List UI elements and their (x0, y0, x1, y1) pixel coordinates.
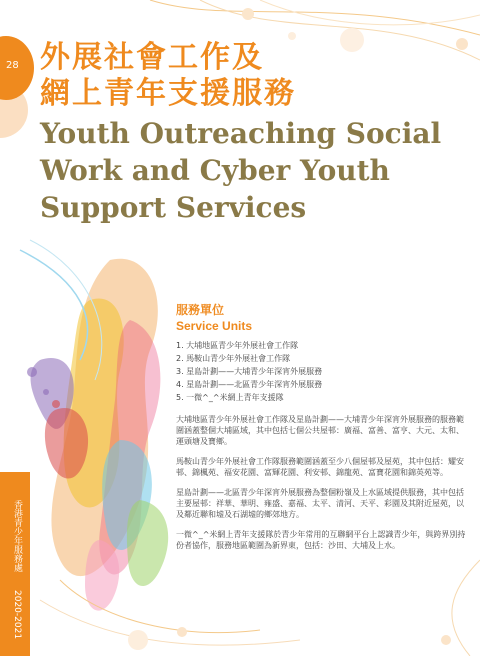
section-heading-en: Service Units (176, 319, 253, 333)
title-en-line2: Work and Cyber Youth (40, 154, 390, 187)
service-units-list (176, 339, 468, 404)
paragraph-taipo: 大埔地區青少年外展社會工作隊及星島計劃——大埔青少年深宵外展服務的服務範圍涵蓋整個大埔區域，其中包括七個公共屋邨：廣福、富善、富亨、大元、太和、運頭塘及寶鄉。 (176, 415, 464, 446)
title-zh-line1: 外展社會工作及 (40, 40, 264, 75)
sidebar-year: 2020-2021 (12, 590, 22, 640)
paragraph-north: 星島計劃——北區青少年深宵外展服務為整個粉嶺及上水區域提供服務，其中包括主要屋邨：祥華、華明、雍盛、嘉福、太平、清河、天平、彩園及其附近屋苑，以及鄰近聯和墟及石湖墟的鄉郊地方。 (176, 488, 464, 519)
service-units-section (176, 302, 468, 560)
list-item: 1. 大埔地區青少年外展社會工作隊 (176, 341, 299, 350)
list-item: 5. 一微^_^米網上青年支援隊 (176, 393, 284, 402)
title-en-line1: Youth Outreaching Social (40, 117, 442, 150)
title-zh-line2: 網上青年支援服務 (40, 76, 296, 111)
paragraph-cyber: 一微^_^米網上青年支援隊於青少年常用的互聯網平台上認識青少年，與跨界別持份者協作，服務地區範圍為新界東，包括：沙田、大埔及上水。 (176, 530, 466, 550)
list-item: 2. 馬鞍山青少年外展社會工作隊 (176, 354, 291, 363)
page-number: 28 (6, 60, 19, 71)
section-heading-zh: 服務單位 (176, 303, 225, 317)
list-item: 3. 星島計劃——大埔青少年深宵外展服務 (176, 367, 323, 376)
title-en-line3: Support Services (40, 191, 307, 224)
sidebar-org-name: 香港青少年服務處 (12, 500, 22, 572)
paragraph-maonshan: 馬鞍山青少年外展社會工作隊服務範圍涵蓋至少八個屋邨及屋苑，其中包括：耀安邨、錦楓苑、福安花園、富輝花園、利安邨、錦龍苑、富寶花園和錦英苑等。 (176, 457, 464, 477)
list-item: 4. 星島計劃——北區青少年深宵外展服務 (176, 380, 323, 389)
